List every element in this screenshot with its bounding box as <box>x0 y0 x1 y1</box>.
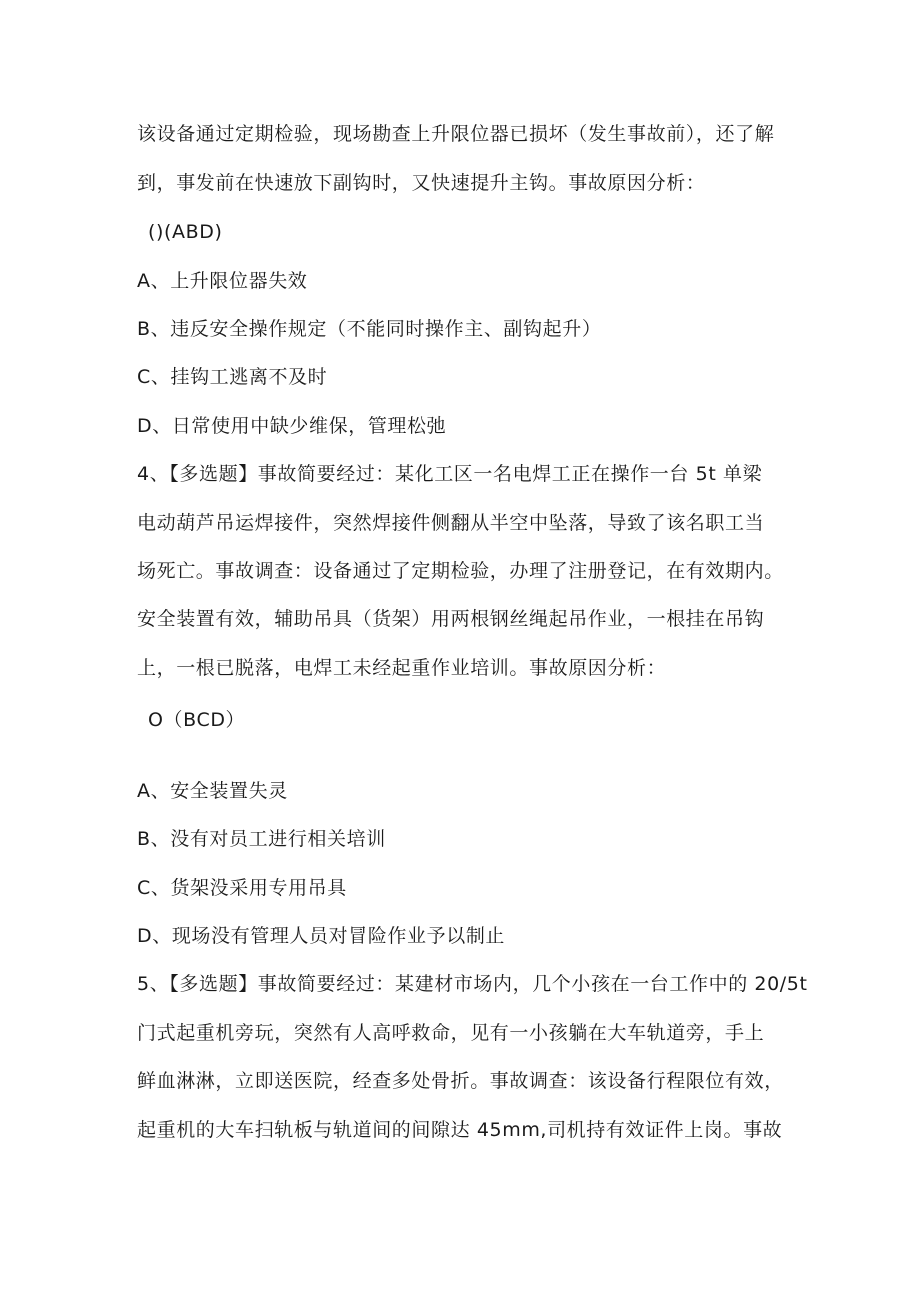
option-line: B、违反安全操作规定（不能同时操作主、副钩起升） <box>137 318 602 340</box>
paragraph-line: 安全装置有效，辅助吊具（货架）用两根钢丝绳起吊作业，一根挂在吊钩 <box>137 608 765 630</box>
paragraph-line: 到，事发前在快速放下副钩时，又快速提升主钩。事故原因分析： <box>137 172 706 194</box>
paragraph-line: 鲜血淋淋，立即送医院，经查多处骨折。事故调查：该设备行程限位有效， <box>137 1070 784 1092</box>
option-line: D、现场没有管理人员对冒险作业予以制止 <box>137 925 506 947</box>
paragraph-line: 起重机的大车扫轨板与轨道间的间隙达 45mm,司机持有效证件上岗。事故 <box>137 1119 783 1141</box>
answer-line: ()(ABD) <box>148 221 223 243</box>
option-line: C、货架没采用专用吊具 <box>137 877 347 899</box>
question-line: 4、【多选题】事故简要经过：某化工区一名电焊工正在操作一台 5t 单梁 <box>137 463 763 485</box>
paragraph-line: 上，一根已脱落，电焊工未经起重作业培训。事故原因分析： <box>137 657 667 679</box>
paragraph-line: 电动葫芦吊运焊接件，突然焊接件侧翻从半空中坠落，导致了该名职工当 <box>137 512 765 534</box>
question-line: 5、【多选题】事故简要经过：某建材市场内，几个小孩在一台工作中的 20/5t <box>137 973 808 995</box>
paragraph-line: 该设备通过定期检验，现场勘查上升限位器已损坏（发生事故前），还了解 <box>137 123 775 145</box>
paragraph-line: 场死亡。事故调查：设备通过了定期检验，办理了注册登记，在有效期内。 <box>137 560 784 582</box>
option-line: D、日常使用中缺少维保，管理松弛 <box>137 415 447 437</box>
option-line: A、上升限位器失效 <box>137 270 308 292</box>
option-line: B、没有对员工进行相关培训 <box>137 828 386 850</box>
option-line: C、挂钩工逃离不及时 <box>137 366 328 388</box>
option-line: A、安全装置失灵 <box>137 780 288 802</box>
paragraph-line: 门式起重机旁玩，突然有人高呼救命，见有一小孩躺在大车轨道旁，手上 <box>137 1022 765 1044</box>
answer-line: O（BCD） <box>148 709 246 731</box>
